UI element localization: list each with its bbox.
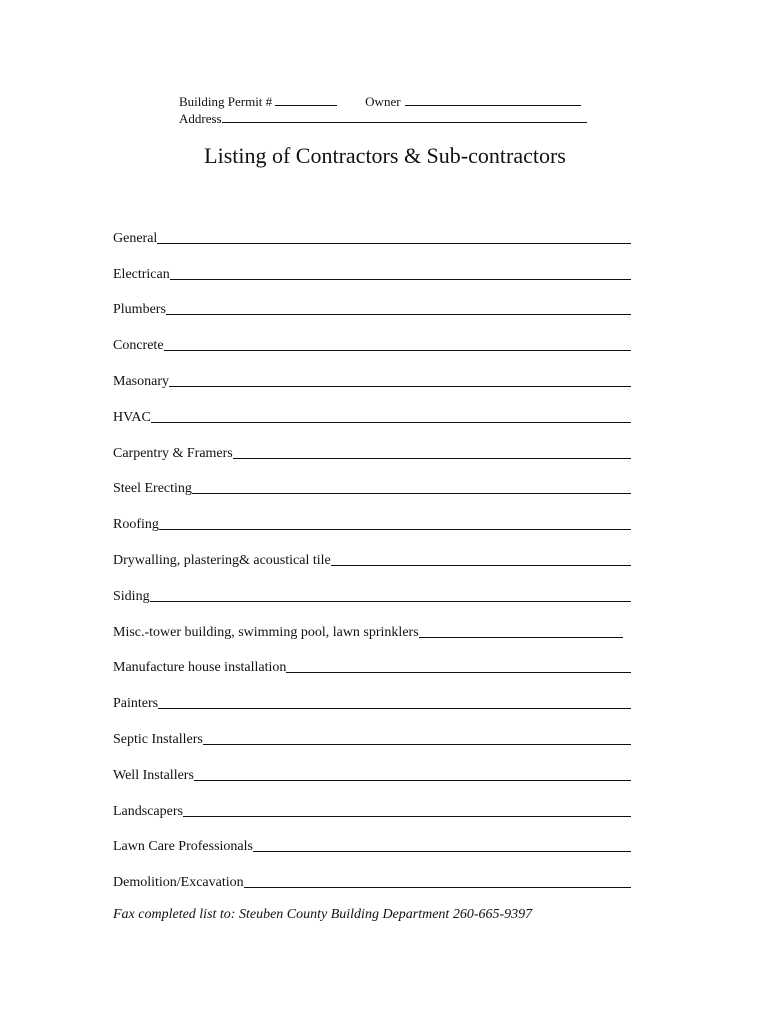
field-label: Demolition/Excavation bbox=[113, 875, 244, 891]
permit-owner-row bbox=[179, 93, 587, 110]
field-manufacture-house bbox=[113, 642, 635, 678]
field-label: Septic Installers bbox=[113, 731, 203, 747]
field-label: Steel Erecting bbox=[113, 481, 192, 497]
field-misc bbox=[113, 606, 635, 642]
field-blank-line[interactable] bbox=[194, 767, 631, 781]
field-lawn-care bbox=[113, 821, 635, 857]
field-painters bbox=[113, 677, 635, 713]
address-label: Address bbox=[179, 111, 222, 126]
field-blank-line[interactable] bbox=[192, 480, 631, 494]
field-label: Carpentry & Framers bbox=[113, 445, 233, 461]
field-blank-line[interactable] bbox=[253, 838, 631, 852]
field-steel-erecting bbox=[113, 463, 635, 499]
field-blank-line[interactable] bbox=[331, 552, 631, 566]
field-blank-line[interactable] bbox=[166, 301, 631, 315]
page-title: Listing of Contractors & Sub-contractors bbox=[204, 143, 566, 168]
field-electrician bbox=[113, 248, 635, 284]
fax-instructions: Fax completed list to: Steuben County Building Department 260-665-9397 bbox=[113, 907, 533, 922]
field-label: Manufacture house installation bbox=[113, 660, 287, 676]
field-blank-line[interactable] bbox=[169, 373, 631, 387]
field-label: Electrican bbox=[113, 266, 170, 282]
permit-header bbox=[179, 93, 587, 127]
field-plumbers bbox=[113, 284, 635, 320]
field-blank-line[interactable] bbox=[233, 445, 631, 459]
owner-label: Owner bbox=[365, 94, 401, 109]
field-landscapers bbox=[113, 785, 635, 821]
field-masonry bbox=[113, 355, 635, 391]
field-label: Painters bbox=[113, 696, 159, 712]
field-roofing bbox=[113, 498, 635, 534]
field-hvac bbox=[113, 391, 635, 427]
field-blank-line[interactable] bbox=[151, 409, 631, 423]
field-label: Siding bbox=[113, 588, 150, 604]
field-label: Roofing bbox=[113, 517, 159, 533]
field-label: Lawn Care Professionals bbox=[113, 839, 253, 855]
owner-field[interactable] bbox=[405, 95, 581, 106]
field-label: Misc.-tower building, swimming pool, lawn sprinklers bbox=[113, 624, 419, 640]
field-blank-line[interactable] bbox=[244, 874, 631, 888]
field-well-installers bbox=[113, 749, 635, 785]
address-field[interactable] bbox=[222, 112, 587, 123]
field-blank-line[interactable] bbox=[157, 230, 631, 244]
contractor-list bbox=[113, 212, 635, 892]
field-concrete bbox=[113, 319, 635, 355]
permit-number-field[interactable] bbox=[275, 95, 337, 106]
field-blank-line[interactable] bbox=[158, 695, 631, 709]
field-blank-line[interactable] bbox=[203, 731, 631, 745]
field-label: General bbox=[113, 230, 158, 246]
field-label: Plumbers bbox=[113, 302, 166, 318]
field-label: Landscapers bbox=[113, 803, 183, 819]
field-blank-line[interactable] bbox=[170, 266, 631, 280]
field-general bbox=[113, 212, 635, 248]
field-blank-line[interactable] bbox=[183, 803, 631, 817]
address-row bbox=[179, 110, 587, 127]
field-blank-line[interactable] bbox=[286, 659, 631, 673]
field-blank-line[interactable] bbox=[159, 516, 631, 530]
field-label: Well Installers bbox=[113, 767, 194, 783]
field-label: Masonary bbox=[113, 373, 169, 389]
field-drywalling bbox=[113, 534, 635, 570]
field-blank-line[interactable] bbox=[164, 337, 631, 351]
field-label: Drywalling, plastering& acoustical tile bbox=[113, 552, 331, 568]
field-siding bbox=[113, 570, 635, 606]
field-carpentry bbox=[113, 427, 635, 463]
field-septic-installers bbox=[113, 713, 635, 749]
field-label: Concrete bbox=[113, 338, 164, 354]
field-label: HVAC bbox=[113, 409, 151, 425]
permit-label: Building Permit # bbox=[179, 94, 273, 109]
field-demolition bbox=[113, 856, 635, 892]
field-blank-line[interactable] bbox=[150, 588, 631, 602]
field-blank-line[interactable] bbox=[419, 624, 623, 638]
